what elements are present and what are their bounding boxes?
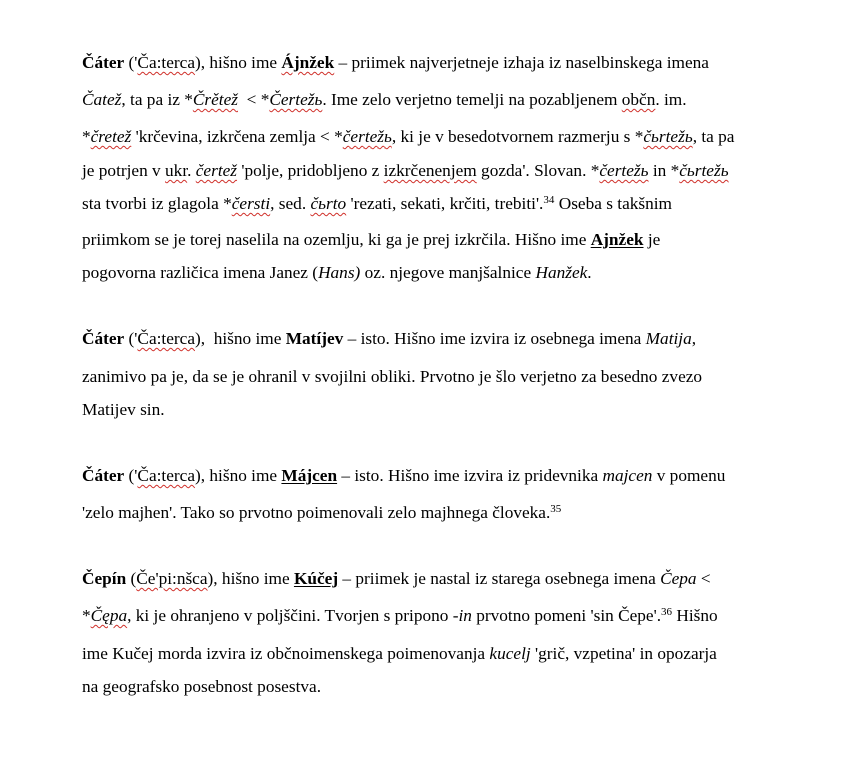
text-run: (' xyxy=(124,466,138,485)
text-line xyxy=(82,366,702,388)
text-run: Ajnžek xyxy=(590,230,644,249)
text-run: ukr xyxy=(165,161,188,180)
text-run: ), hišno ime xyxy=(195,53,282,72)
text-run: * xyxy=(82,127,91,146)
text-run: in * xyxy=(648,161,680,180)
text-run: izkrčenenjem xyxy=(383,161,477,180)
text-run: * xyxy=(82,606,91,625)
text-line xyxy=(82,262,592,284)
text-run: ( xyxy=(126,569,137,588)
text-run: Ča:terca xyxy=(137,466,195,485)
footnote-ref[interactable]: 35 xyxy=(550,503,562,515)
footnote-ref[interactable]: 34 xyxy=(543,194,555,206)
text-run: in xyxy=(458,606,472,625)
text-run: Ájnžek xyxy=(281,53,335,72)
text-run: Hans) xyxy=(318,263,361,282)
text-run: , ki je v besedotvornem razmerju s * xyxy=(391,127,644,146)
text-run: Kúčej xyxy=(293,569,339,588)
text-run: . im. xyxy=(655,90,687,109)
text-run: 'krčevina, izkrčena zemlja < * xyxy=(131,127,343,146)
text-line xyxy=(82,465,725,487)
text-run: , sed. xyxy=(270,194,311,213)
text-run: , xyxy=(691,329,697,348)
text-run: Hanžek xyxy=(535,263,588,282)
text-run: – priimek najverjetneje izhaja iz naselbinskega imena xyxy=(334,53,709,72)
text-run: čьrtežь xyxy=(679,161,729,180)
text-run: 'grič, vzpetina' in opozarja xyxy=(530,644,717,663)
text-run: Matija xyxy=(645,329,692,348)
text-run: Čępa xyxy=(90,606,128,625)
text-line xyxy=(82,676,321,698)
text-line xyxy=(82,193,672,215)
text-run: čьrto xyxy=(310,194,347,213)
text-line xyxy=(82,126,734,148)
text-run: prvotno pomeni 'sin Čepe'. xyxy=(471,606,662,625)
text-run: Če'pi:nšca xyxy=(136,569,208,588)
text-line xyxy=(82,643,717,665)
text-run: je xyxy=(643,230,661,249)
text-line xyxy=(82,399,165,421)
text-run: 'zelo majhen'. Tako so prvotno poimenovali zelo majhnega človeka. xyxy=(82,503,551,522)
text-line xyxy=(82,605,718,627)
text-run: v pomenu xyxy=(652,466,726,485)
text-run: , ta pa xyxy=(692,127,735,146)
text-run: čertežь xyxy=(599,161,649,180)
text-run: 'polje, pridobljeno z xyxy=(237,161,384,180)
text-run: sta tvorbi iz glagola * xyxy=(82,194,232,213)
text-run: čertežь xyxy=(342,127,392,146)
text-run: , ta pa iz * xyxy=(121,90,193,109)
text-run: kucelj xyxy=(489,644,531,663)
text-run: < * xyxy=(238,90,270,109)
text-run: 'rezati, sekati, krčiti, trebiti'. xyxy=(346,194,544,213)
text-run: Čertežь xyxy=(269,90,323,109)
text-run: Oseba s takšnim xyxy=(554,194,672,213)
text-run: Črětež xyxy=(192,90,238,109)
text-line xyxy=(82,328,696,350)
text-run: Čatež xyxy=(82,90,122,109)
text-run: Matijev sin. xyxy=(82,400,165,419)
text-run: – isto. Hišno ime izvira iz pridevnika xyxy=(337,466,603,485)
text-run: Čepín xyxy=(82,569,127,588)
text-run: ), hišno ime xyxy=(207,569,294,588)
text-run: občn xyxy=(621,90,656,109)
text-run: čersti xyxy=(231,194,271,213)
text-line xyxy=(82,568,711,590)
text-line xyxy=(82,502,561,524)
text-run: gozda'. Slovan. * xyxy=(476,161,600,180)
text-run: čьrtežь xyxy=(643,127,693,146)
text-run: ime Kučej morda izvira iz občnoimenskega poimenovanja xyxy=(82,644,490,663)
text-line xyxy=(82,229,660,251)
footnote-ref[interactable]: 36 xyxy=(661,606,673,618)
text-run: je potrjen v xyxy=(82,161,166,180)
text-run: Ča:terca xyxy=(137,329,195,348)
text-run: (' xyxy=(124,53,138,72)
text-run: majcen xyxy=(602,466,653,485)
text-line xyxy=(82,89,687,111)
text-run: – isto. Hišno ime izvira iz osebnega imena xyxy=(343,329,646,348)
text-run: čertež xyxy=(195,161,238,180)
text-run: . Ime zelo verjetno temelji na pozabljenem xyxy=(322,90,622,109)
text-run: ), hišno ime xyxy=(195,466,282,485)
text-run: , ki je ohranjeno v poljščini. Tvorjen s pripono - xyxy=(127,606,459,625)
text-run: na geografsko posebnost posestva. xyxy=(82,677,322,696)
text-run: < xyxy=(696,569,711,588)
text-run: . xyxy=(187,161,196,180)
text-run: Hišno xyxy=(672,606,718,625)
text-run: Matíjev xyxy=(285,329,344,348)
text-run: (' xyxy=(124,329,138,348)
text-run: Čáter xyxy=(82,329,125,348)
text-run: priimkom se je torej naselila na ozemlju, ki ga je prej izkrčila. Hišno ime xyxy=(82,230,591,249)
text-run: pogovorna različica imena Janez ( xyxy=(82,263,319,282)
text-run: Čáter xyxy=(82,53,125,72)
text-run: Ča:terca xyxy=(137,53,195,72)
text-run: zanimivo pa je, da se je ohranil v svojilni obliki. Prvotno je šlo verjetno za besedno zvezo xyxy=(82,367,703,386)
text-line xyxy=(82,52,709,74)
text-run: . xyxy=(587,263,592,282)
text-run: Májcen xyxy=(281,466,338,485)
text-line xyxy=(82,160,729,182)
text-run: čretež xyxy=(90,127,132,146)
text-run: ), hišno ime xyxy=(195,329,286,348)
text-run: Čepa xyxy=(660,569,697,588)
text-run: oz. njegove manjšalnice xyxy=(360,263,536,282)
text-run: – priimek je nastal iz starega osebnega imena xyxy=(338,569,661,588)
text-run: Čáter xyxy=(82,466,125,485)
